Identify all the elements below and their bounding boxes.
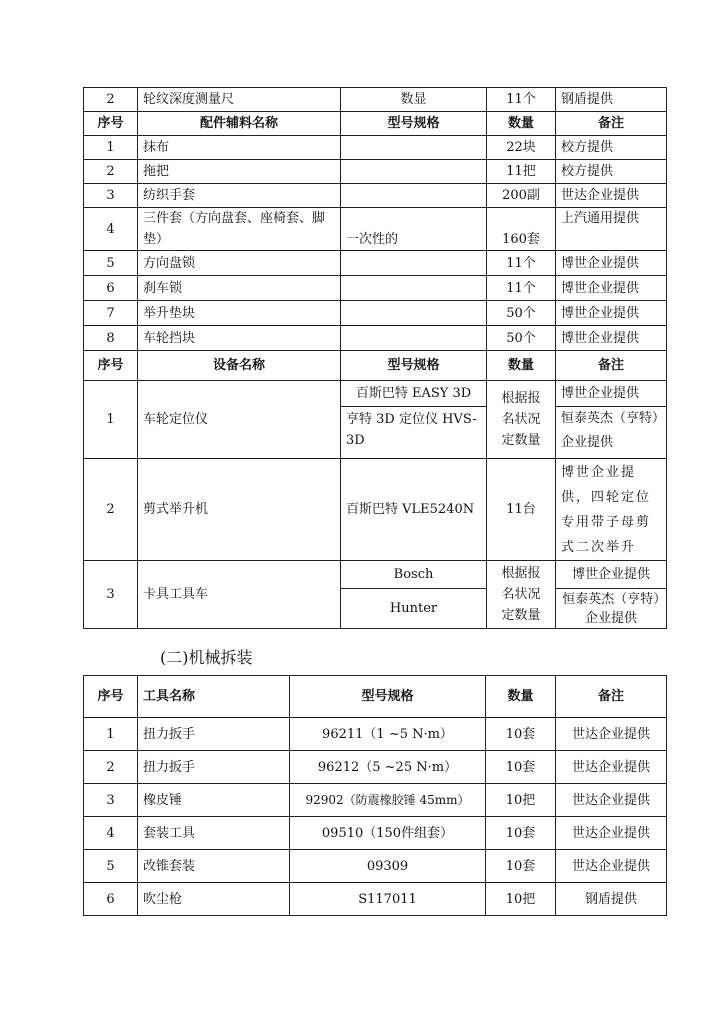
row-number: 1 bbox=[84, 136, 138, 160]
table-row bbox=[84, 883, 667, 916]
item-name: 三件套（方向盘套、座椅套、脚垫） bbox=[138, 208, 341, 251]
item-name: 方向盘锁 bbox=[138, 251, 341, 276]
header-model: 型号规格 bbox=[290, 676, 486, 718]
item-note: 博世企业提供 bbox=[556, 561, 667, 589]
item-model bbox=[341, 136, 487, 160]
header-name: 配件辅料名称 bbox=[138, 112, 341, 136]
section-title: (二)机械拆装 bbox=[160, 648, 253, 667]
header-note: 备注 bbox=[556, 676, 667, 718]
header-name: 工具名称 bbox=[138, 676, 290, 718]
item-note: 博世企业提供 bbox=[556, 276, 667, 301]
tool-qty: 10套 bbox=[486, 817, 556, 850]
row-number: 1 bbox=[84, 381, 138, 459]
tool-note: 世达企业提供 bbox=[556, 850, 667, 883]
item-qty: 根据报名状况定数量 bbox=[487, 561, 556, 629]
table-row bbox=[84, 251, 667, 276]
item-note: 博世企业提供 bbox=[556, 381, 667, 407]
item-name: 纺织手套 bbox=[138, 184, 341, 208]
table-row bbox=[84, 136, 667, 160]
item-note: 恒泰英杰（亨特）企业提供 bbox=[556, 407, 667, 459]
item-note: 世达企业提供 bbox=[556, 184, 667, 208]
item-name: 轮纹深度测量尺 bbox=[138, 88, 341, 112]
row-number: 6 bbox=[84, 883, 138, 916]
table-row bbox=[84, 326, 667, 351]
table-row bbox=[84, 561, 667, 589]
item-note: 校方提供 bbox=[556, 136, 667, 160]
tool-note: 世达企业提供 bbox=[556, 784, 667, 817]
tool-qty: 10套 bbox=[486, 718, 556, 751]
row-number: 6 bbox=[84, 276, 138, 301]
table-row bbox=[84, 459, 667, 561]
table-row bbox=[84, 784, 667, 817]
tool-name: 吹尘枪 bbox=[138, 883, 290, 916]
item-model bbox=[341, 251, 487, 276]
tool-qty: 10套 bbox=[486, 850, 556, 883]
tools-table bbox=[83, 675, 667, 916]
item-name: 车轮定位仪 bbox=[138, 381, 341, 459]
tool-name: 套装工具 bbox=[138, 817, 290, 850]
item-qty: 根据报名状况定数量 bbox=[487, 381, 556, 459]
row-number: 4 bbox=[84, 208, 138, 251]
tool-qty: 10套 bbox=[486, 751, 556, 784]
item-name: 车轮挡块 bbox=[138, 326, 341, 351]
item-name: 抹布 bbox=[138, 136, 341, 160]
item-model: Bosch bbox=[341, 561, 487, 589]
tool-name: 改锥套装 bbox=[138, 850, 290, 883]
tool-note: 世达企业提供 bbox=[556, 751, 667, 784]
item-model: Hunter bbox=[341, 589, 487, 629]
item-name: 剪式举升机 bbox=[138, 459, 341, 561]
table-row bbox=[84, 718, 667, 751]
tool-note: 钢盾提供 bbox=[556, 883, 667, 916]
header-qty: 数量 bbox=[486, 676, 556, 718]
item-qty: 11个 bbox=[487, 276, 556, 301]
table-row bbox=[84, 381, 667, 407]
header-no: 序号 bbox=[84, 351, 138, 381]
item-model: 百斯巴特 VLE5240N bbox=[341, 459, 487, 561]
item-model: 数显 bbox=[341, 88, 487, 112]
item-model bbox=[341, 276, 487, 301]
item-qty: 50个 bbox=[487, 326, 556, 351]
row-number: 3 bbox=[84, 561, 138, 629]
row-number: 1 bbox=[84, 718, 138, 751]
item-note: 恒泰英杰（亨特）企业提供 bbox=[556, 589, 667, 629]
item-note: 钢盾提供 bbox=[556, 88, 667, 112]
item-qty: 50个 bbox=[487, 301, 556, 326]
item-name: 卡具工具车 bbox=[138, 561, 341, 629]
table-row bbox=[84, 184, 667, 208]
row-number: 2 bbox=[84, 751, 138, 784]
table-header bbox=[84, 676, 667, 718]
equipment-table bbox=[83, 87, 667, 629]
item-name: 刹车锁 bbox=[138, 276, 341, 301]
tool-note: 世达企业提供 bbox=[556, 817, 667, 850]
item-model bbox=[341, 160, 487, 184]
header-note: 备注 bbox=[556, 351, 667, 381]
table-row bbox=[84, 850, 667, 883]
tool-model: 92902（防震橡胶锤 45mm） bbox=[290, 784, 486, 817]
table-row bbox=[84, 208, 667, 251]
tool-qty: 10把 bbox=[486, 784, 556, 817]
header-model: 型号规格 bbox=[341, 112, 487, 136]
row-number: 5 bbox=[84, 251, 138, 276]
table-row bbox=[84, 88, 667, 112]
tool-note: 世达企业提供 bbox=[556, 718, 667, 751]
item-model bbox=[341, 326, 487, 351]
tool-name: 橡皮锤 bbox=[138, 784, 290, 817]
tool-model: 09309 bbox=[290, 850, 486, 883]
row-number: 2 bbox=[84, 88, 138, 112]
item-note: 校方提供 bbox=[556, 160, 667, 184]
item-note: 上汽通用提供 bbox=[556, 208, 667, 251]
item-note: 博世企业提供，四轮定位专用带子母剪式二次举升 bbox=[556, 459, 667, 561]
table-header bbox=[84, 351, 667, 381]
tool-qty: 10把 bbox=[486, 883, 556, 916]
item-qty: 11个 bbox=[487, 251, 556, 276]
row-number: 7 bbox=[84, 301, 138, 326]
table-row bbox=[84, 276, 667, 301]
row-number: 2 bbox=[84, 160, 138, 184]
item-model bbox=[341, 184, 487, 208]
table-row bbox=[84, 817, 667, 850]
item-model: 亨特 3D 定位仪 HVS-3D bbox=[341, 407, 487, 459]
header-model: 型号规格 bbox=[341, 351, 487, 381]
table-row bbox=[84, 301, 667, 326]
row-number: 3 bbox=[84, 184, 138, 208]
item-model: 一次性的 bbox=[341, 208, 487, 251]
table-row bbox=[84, 160, 667, 184]
item-qty: 22块 bbox=[487, 136, 556, 160]
header-no: 序号 bbox=[84, 676, 138, 718]
row-number: 4 bbox=[84, 817, 138, 850]
table-header bbox=[84, 112, 667, 136]
header-name: 设备名称 bbox=[138, 351, 341, 381]
table-row bbox=[84, 751, 667, 784]
item-model: 百斯巴特 EASY 3D bbox=[341, 381, 487, 407]
item-note: 博世企业提供 bbox=[556, 301, 667, 326]
item-name: 举升垫块 bbox=[138, 301, 341, 326]
row-number: 3 bbox=[84, 784, 138, 817]
header-no: 序号 bbox=[84, 112, 138, 136]
row-number: 5 bbox=[84, 850, 138, 883]
tool-name: 扭力扳手 bbox=[138, 718, 290, 751]
header-qty: 数量 bbox=[487, 112, 556, 136]
item-qty: 11台 bbox=[487, 459, 556, 561]
item-qty: 160套 bbox=[487, 208, 556, 251]
item-note: 博世企业提供 bbox=[556, 326, 667, 351]
item-qty: 11个 bbox=[487, 88, 556, 112]
row-number: 2 bbox=[84, 459, 138, 561]
tool-model: 96212（5 ~25 N·m） bbox=[290, 751, 486, 784]
item-name: 拖把 bbox=[138, 160, 341, 184]
tool-model: 96211（1 ~5 N·m） bbox=[290, 718, 486, 751]
item-model bbox=[341, 301, 487, 326]
row-number: 8 bbox=[84, 326, 138, 351]
item-qty: 200副 bbox=[487, 184, 556, 208]
header-qty: 数量 bbox=[487, 351, 556, 381]
item-note: 博世企业提供 bbox=[556, 251, 667, 276]
item-qty: 11把 bbox=[487, 160, 556, 184]
tool-model: S117011 bbox=[290, 883, 486, 916]
header-note: 备注 bbox=[556, 112, 667, 136]
tool-name: 扭力扳手 bbox=[138, 751, 290, 784]
tool-model: 09510（150件组套） bbox=[290, 817, 486, 850]
